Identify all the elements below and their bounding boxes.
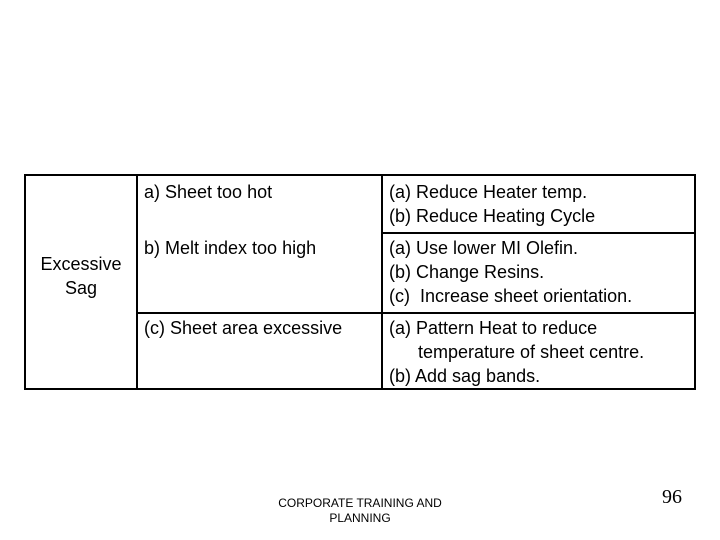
remedy-line: (b) Reduce Heating Cycle [389,206,596,226]
row-header-line: Sag [64,278,98,298]
footer [260,496,460,526]
row-divider-1 [381,232,694,234]
remedy-cell [389,316,644,388]
cause-cell [144,236,316,260]
remedy-line: (a) Reduce Heater temp. [389,182,588,202]
column-divider-2 [381,176,383,388]
troubleshooting-table [24,174,696,390]
row-divider-2 [136,312,694,314]
cause-cell [144,180,272,204]
remedy-line: (a) Use lower MI Olefin. [389,238,579,258]
cause-cell [144,316,342,340]
cause-text: a) Sheet too hot [144,182,273,202]
remedy-cell [389,180,595,228]
remedy-line: (b) Add sag bands. [389,366,541,386]
remedy-line: (c) Increase sheet orientation. [389,286,633,306]
cause-text: b) Melt index too high [144,238,317,258]
remedy-line: temperature of sheet centre. [418,342,645,362]
row-header-line: Excessive [40,254,122,274]
row-header-excessive-sag [26,252,136,300]
column-divider-1 [136,176,138,388]
remedy-cell [389,236,632,308]
page-number: 96 [662,486,682,508]
remedy-line: (a) Pattern Heat to reduce [389,318,598,338]
footer-line: CORPORATE TRAINING AND [278,496,442,510]
footer-line: PLANNING [329,511,391,525]
cause-text: (c) Sheet area excessive [144,318,343,338]
remedy-line: (b) Change Resins. [389,262,545,282]
